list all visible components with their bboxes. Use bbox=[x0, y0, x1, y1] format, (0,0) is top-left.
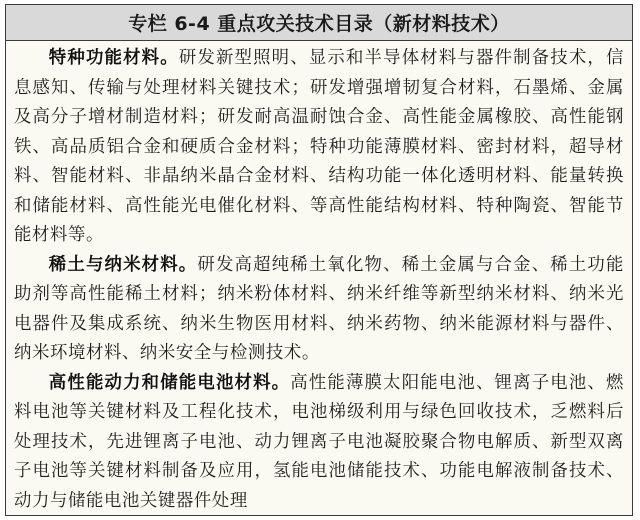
section-rare-earth-nano bbox=[14, 251, 624, 369]
section-heading: 特种功能材料。 bbox=[48, 48, 179, 68]
section-heading: 稀土与纳米材料。 bbox=[48, 254, 198, 275]
title-bar bbox=[6, 5, 632, 41]
section-heading: 高性能动力和储能电池材料。 bbox=[48, 372, 291, 393]
section-body: 研发新型照明、显示和半导体材料与器件制备技术，信息感知、传输与处理材料关键技术；研发增强增韧复合材料，石墨烯、金属及高分子增材制造材料；研发耐高温耐蚀合金、高性能金属橡胶、高性能钢铁、高品质铝合金和硬质合金材料；特种功能薄膜材料、密封材料，超导材料、智能材料、非晶纳米晶合金材料、结构功能一体化透明材料、能量转换和储能材料、高性能光电催化材料、等高性能结构材料、特种陶瓷、智能节能材料等。 bbox=[14, 48, 624, 245]
column-box bbox=[5, 4, 633, 516]
section-special-materials bbox=[14, 44, 624, 251]
section-body: 高性能薄膜太阳能电池、锂离子电池、燃料电池等关键材料及工程化技术，电池梯级利用与绿色回收技术，乏燃料后处理技术，先进锂离子电池、动力锂离子电池凝胶聚合物电解质、新型双离子电池等关键材料制备及应用，氢能电池储能技术、功能电解液制备技术、动力与储能电池关键器件处理 bbox=[14, 372, 624, 511]
section-battery-materials bbox=[14, 369, 624, 517]
section-body: 研发高超纯稀土氧化物、稀土金属与合金、稀土功能助剂等高性能稀土材料；纳米粉体材料、纳米纤维等新型纳米材料、纳米光电器件及集成系统、纳米生物医用材料、纳米药物、纳米能源材料与器件、纳米环境材料、纳米安全与检测技术。 bbox=[14, 254, 624, 363]
box-title: 专栏 6-4 重点攻关技术目录（新材料技术） bbox=[128, 13, 510, 35]
content bbox=[6, 41, 632, 516]
